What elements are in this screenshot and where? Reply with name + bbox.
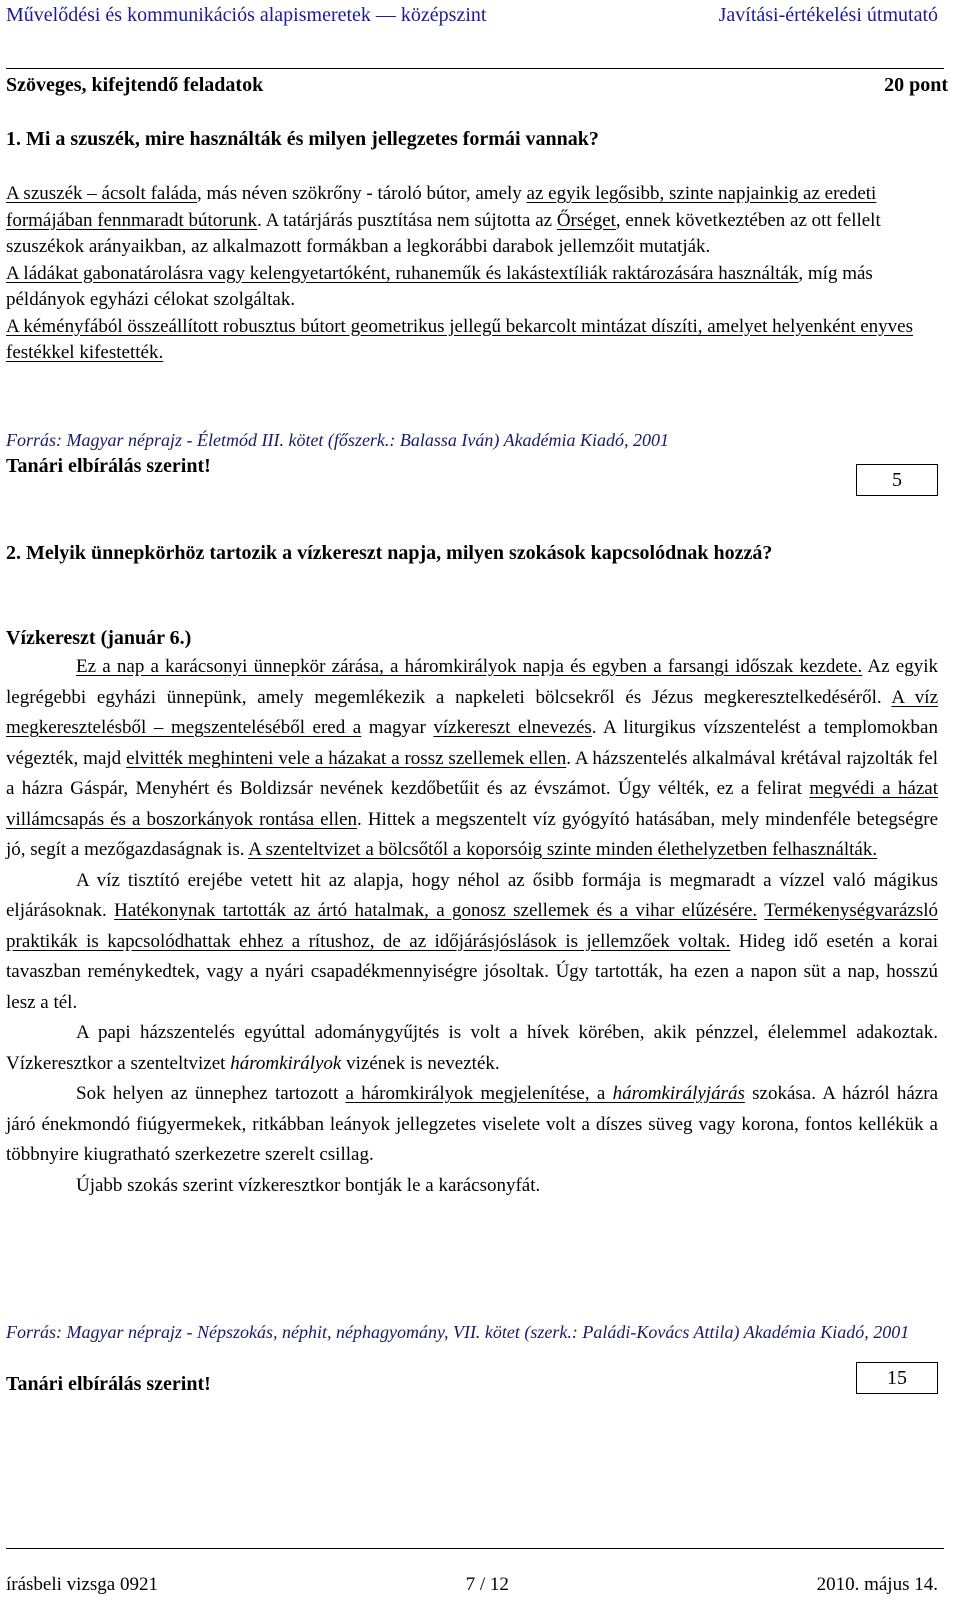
text-run: . A házszentelés alkalmával krétával rajzolták fel a házra Gáspár, Menyhért és Boldizsár nevének kezdőbetűit és az évszámot. Úgy vélték, ez a felirat xyxy=(6,747,938,799)
text-run: A kéményfából összeállított robusztus bútort geometrikus jellegű bekarcolt mintázat díszíti, amelyet helyenként enyves festékkel kifestették. xyxy=(6,315,913,363)
header-left: Művelődési és kommunikációs alapismeretek — középszint xyxy=(6,4,487,26)
footer-date: 2010. május 14. xyxy=(816,1574,938,1595)
score-box-1 xyxy=(856,464,938,496)
question-2-subtitle: Vízkereszt (január 6.) xyxy=(6,627,192,649)
score-box-2 xyxy=(856,1362,938,1394)
text-run: , ennek következtében az ott fellelt szuszékok arányaikban, az alkalmazott formákban a legkorábbi darabok jellemzőit mutatják. xyxy=(6,209,881,257)
text-run: szokása. A házról házra járó énekmondó fiúgyermekek, ritkábban leányok jellegzetes viselete volt a díszes süveg vagy korona, fontos kellékük a többnyire kiugratható szerkezetre szerelt csillag. xyxy=(6,1083,939,1165)
answer-1-paragraph-3 xyxy=(6,314,938,367)
answer-2-paragraph-3 xyxy=(6,1018,938,1079)
footer-left: írásbeli vizsga 0921 xyxy=(6,1574,158,1595)
section-title: Szöveges, kifejtendő feladatok xyxy=(6,74,264,96)
page-header xyxy=(6,2,938,36)
text-run: A víz tisztító erejébe vetett hit az alapja, hogy néhol az ősibb formája is megmaradt a vízzel való mágikus eljárásoknak. xyxy=(6,869,938,921)
text-run: megvédi a házat villámcsapás és a boszorkányok rontása ellen xyxy=(6,778,938,830)
text-run: . Hittek a megszentelt víz gyógyító hatásában, mely mindenféle betegségre jó, segít a mezőgazdaságnak is. xyxy=(6,808,938,860)
footer-page-number: 7 / 12 xyxy=(465,1574,509,1595)
text-run: A víz megkeresztelésből – megszenteléséből ered a xyxy=(6,686,938,738)
text-run: háromkirályok xyxy=(230,1052,342,1074)
text-run: . A liturgikus vízszentelést a templomokban végezték, majd xyxy=(6,717,938,769)
text-run: Hatékonynak tartották az ártó hatalmak, a gonosz szellemek és a vihar elűzésére. xyxy=(114,900,758,921)
text-run: , míg más példányok egyházi célokat szolgáltak. xyxy=(6,262,873,310)
text-run: , más néven szökrőny - tároló bútor, amely xyxy=(196,183,527,204)
answer-1 xyxy=(6,181,938,367)
answer-1-paragraph-2 xyxy=(6,261,938,314)
answer-1-paragraph-1 xyxy=(6,181,938,261)
score-1: 5 xyxy=(892,468,902,491)
footer-rule xyxy=(6,1548,944,1549)
text-run: Termékenységvarázsló praktikák is kapcsolódhattak ehhez a rítushoz, de az időjárásjóslások is jellemzőek voltak. xyxy=(6,900,938,952)
text-run: vízkereszt elnevezés xyxy=(433,717,592,738)
answer-2-paragraph-2 xyxy=(6,866,938,1019)
question-2: 2. Melyik ünnepkörhöz tartozik a vízkereszt napja, milyen szokások kapcsolódnak hozzá? xyxy=(6,542,773,564)
text-run: A szenteltvizet a bölcsőtől a koporsóig szinte minden élethelyzetben felhasználták. xyxy=(248,839,878,860)
source-1: Forrás: Magyar néprajz - Életmód III. kötet (főszerk.: Balassa Iván) Akadémia Kiadó, 2001 xyxy=(6,430,670,450)
source-2: Forrás: Magyar néprajz - Népszokás, néphit, néphagyomány, VII. kötet (szerk.: Paládi-Kovács Attila) Akadémia Kiadó, 2001 xyxy=(6,1322,910,1342)
score-2: 15 xyxy=(887,1366,907,1389)
section-points: 20 pont xyxy=(884,74,948,96)
answer-2-paragraph-4 xyxy=(6,1079,938,1171)
text-run: . A tatárjárás pusztítása nem sújtotta az xyxy=(257,209,557,231)
assessment-2: Tanári elbírálás szerint! xyxy=(6,1373,211,1395)
answer-2 xyxy=(6,652,938,1201)
text-run: Őrséget xyxy=(556,209,616,231)
answer-2-paragraph-5 xyxy=(6,1171,938,1202)
text-run: Sok helyen az ünnephez tartozott xyxy=(76,1083,346,1104)
answer-2-paragraph-1 xyxy=(6,652,938,866)
text-run: Az egyik legrégebbi egyházi ünnepünk, amely megemlékezik a napkeleti bölcsekről és Jézus megkeresztelkedéséről. xyxy=(6,656,938,708)
text-run: A ládákat gabonatárolásra vagy kelengyetartóként, ruhaneműk és lakástextíliák raktározására használták xyxy=(6,262,799,284)
header-rule xyxy=(6,68,944,69)
text-run: A szuszék – ácsolt faláda xyxy=(6,183,197,204)
text-run: vizének is nevezték. xyxy=(341,1052,500,1074)
page-footer xyxy=(6,1573,938,1597)
assessment-1: Tanári elbírálás szerint! xyxy=(6,455,211,477)
text-run: Újabb szokás szerint vízkeresztkor bontják le a karácsonyfát. xyxy=(76,1174,541,1196)
header-right: Javítási-értékelési útmutató xyxy=(718,4,938,26)
text-run: Hideg idő esetén a korai tavaszban reménykedtek, vagy a nyári csapadékmennyiségre jósoltak. Úgy tartották, ha ezen a napon süt a nap, hosszú lesz a tél. xyxy=(6,930,938,1013)
text-run: Ez a nap a karácsonyi ünnepkör zárása, a háromkirályok napja és egyben a farsangi időszak kezdete. xyxy=(76,656,863,677)
text-run: elvitték meghinteni vele a házakat a rossz szellemek ellen xyxy=(126,747,567,769)
text-run: az egyik legősibb, szinte napjainkig az eredeti formájában fennmaradt bútorunk xyxy=(6,183,877,231)
question-1: 1. Mi a szuszék, mire használták és milyen jellegzetes formái vannak? xyxy=(6,128,599,150)
text-run: A papi házszentelés egyúttal adománygyűjtés is volt a hívek körében, akik pénzzel, élelemmel adakoztak. Vízkeresztkor a szenteltvizet xyxy=(6,1022,938,1074)
text-run: a háromkirályok megjelenítése, a xyxy=(345,1083,613,1104)
text-run: magyar xyxy=(361,717,434,738)
text-run: háromkirályjárás xyxy=(612,1083,745,1104)
